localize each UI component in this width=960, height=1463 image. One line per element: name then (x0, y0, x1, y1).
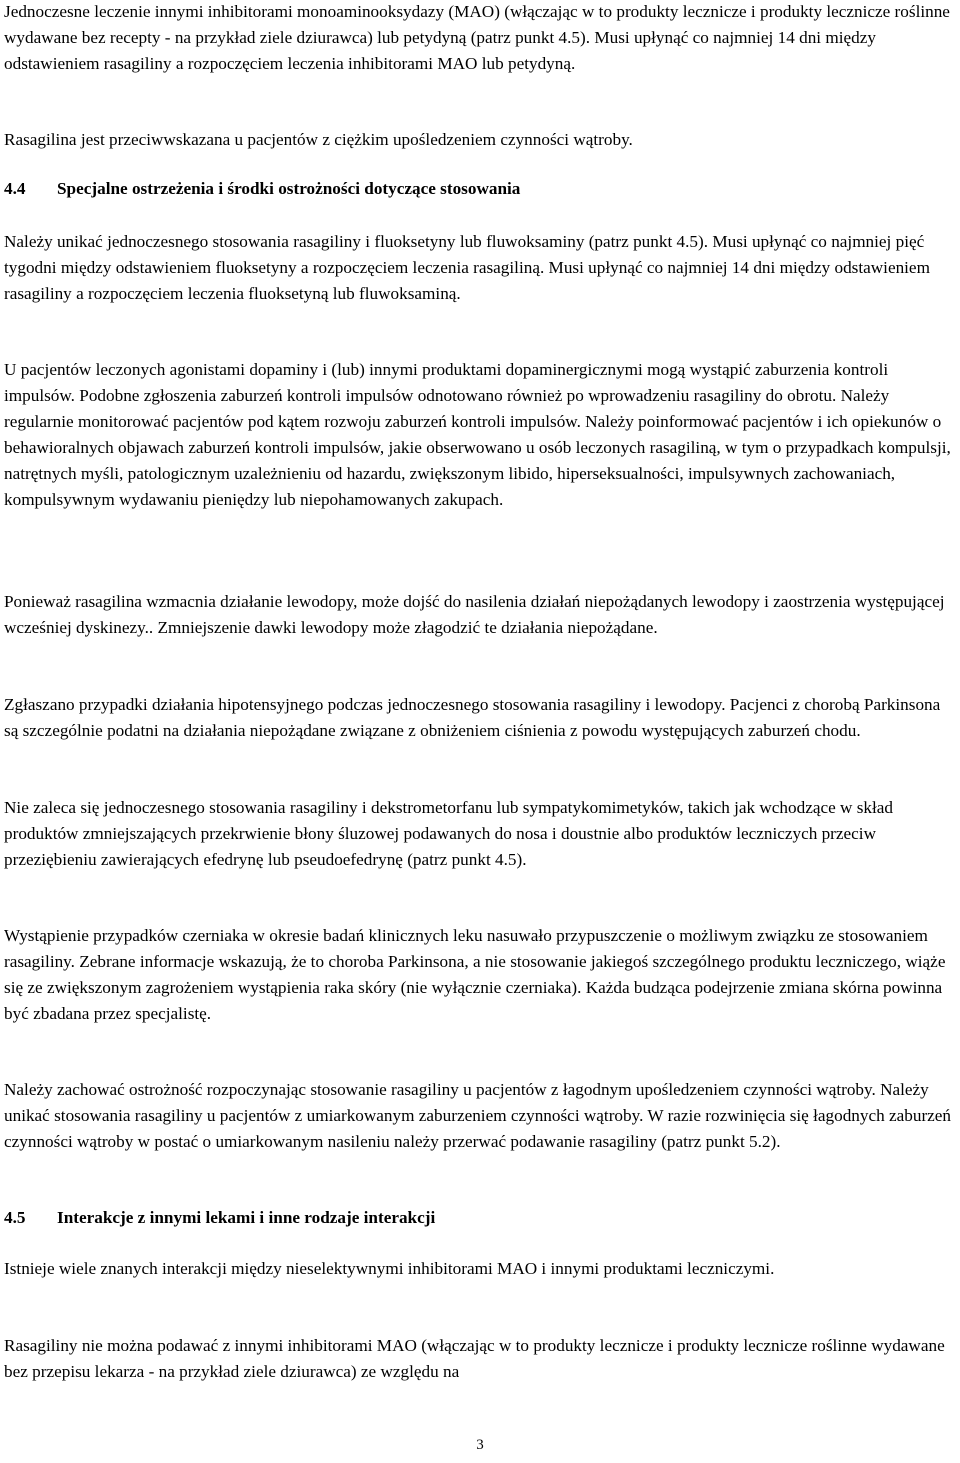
paragraph-hepatic-impairment: Należy zachować ostrożność rozpoczynając stosowanie rasagiliny u pacjentów z łagodnym upośledzeniem czynności wątroby. Należy unikać stosowania rasagiliny u pacjentów z umiarkowanym zaburzeniem czynności wątroby. W razie rozwinięcia się łagodnych zaburzeń czynności wątroby w postać o umiarkowanym nasileniu należy przerwać podawanie rasagiliny (patrz punkt 5.2). (4, 1080, 952, 1151)
paragraph-known-interactions: Istnieje wiele znanych interakcji między nieselektywnymi inhibitorami MAO i innymi produktami leczniczymi. (4, 1259, 775, 1278)
paragraph-levodopa: Ponieważ rasagilina wzmacnia działanie lewodopy, może dojść do nasilenia działań niepożądanych lewodopy i zaostrzenia występującej wcześniej dyskinezy.. Zmniejszenie dawki lewodopy może złagodzić te działania niepożądane. (4, 592, 945, 637)
paragraph-mao-coadministration: Rasagiliny nie można podawać z innymi inhibitorami MAO (włączając w to produkty lecznicze i produkty lecznicze roślinne wydawane bez przepisu lekarza - na przykład ziele dziurawca) ze względu na (4, 1336, 945, 1381)
section-number: 4.5 (4, 1208, 26, 1227)
paragraph-impulse-control: U pacjentów leczonych agonistami dopaminy i (lub) innymi produktami dopaminergicznymi mogą wystąpić zaburzenia kontroli impulsów. Podobne zgłoszenia zaburzeń kontroli impulsów odnotowano również po wprowadzeniu rasagiliny do obrotu. Należy regularnie monitorować pacjentów pod kątem rozwoju zaburzeń kontroli impulsów. Należy poinformować pacjentów i ich opiekunów o behawioralnych objawach zaburzeń kontroli impulsów, jakie obserwowano u osób leczonych rasagiliną, w tym o przypadkach kompulsji, natrętnych myśli, patologicznym uzależnieniu od hazardu, zwiększonym libido, hiperseksualności, impulsywnych zachowaniach, kompulsywnym wydawaniu pieniędzy lub niepohamowanych zakupach. (4, 360, 951, 509)
section-heading-4-4 (4, 176, 956, 202)
paragraph-hypotension: Zgłaszano przypadki działania hipotensyjnego podczas jednoczesnego stosowania rasagiliny i lewodopy. Pacjenci z chorobą Parkinsona są szczególnie podatni na działania niepożądane związane z obniżeniem ciśnienia z powodu występujących zaburzeń chodu. (4, 695, 941, 740)
page-number: 3 (476, 1437, 484, 1453)
paragraph-contraindication-liver: Rasagilina jest przeciwwskazana u pacjentów z ciężkim upośledzeniem czynności wątroby. (4, 130, 633, 149)
paragraph-melanoma: Wystąpienie przypadków czerniaka w okresie badań klinicznych leku nasuwało przypuszczenie o możliwym związku ze stosowaniem rasagiliny. Zebrane informacje wskazują, że to choroba Parkinsona, a nie stosowanie jakiegoś szczególnego produktu leczniczego, wiąże się ze zwiększonym zagrożeniem wystąpienia raka skóry (nie wyłącznie czerniaka). Każda budząca podejrzenie zmiana skórna powinna być zbadana przez specjalistę. (4, 926, 946, 1023)
section-number: 4.4 (4, 179, 26, 198)
section-heading-4-5 (4, 1205, 956, 1231)
section-title: Specjalne ostrzeżenia i środki ostrożności dotyczące stosowania (57, 179, 521, 198)
paragraph-fluoxetine-warning: Należy unikać jednoczesnego stosowania rasagiliny i fluoksetyny lub fluwoksaminy (patrz punkt 4.5). Musi upłynąć co najmniej pięć tygodni między odstawieniem fluoksetyny a rozpoczęciem leczenia rasagiliną. Musi upłynąć co najmniej 14 dni między odstawieniem rasagiliny a rozpoczęciem leczenia fluoksetyną lub fluwoksaminą. (4, 232, 930, 303)
paragraph-contraindication-mao: Jednoczesne leczenie innymi inhibitorami monoaminooksydazy (MAO) (włączając w to produkty lecznicze i produkty lecznicze roślinne wydawane bez recepty - na przykład ziele dziurawca) lub petydyną (patrz punkt 4.5). Musi upłynąć co najmniej 14 dni między odstawieniem rasagiliny a rozpoczęciem leczenia inhibitorami MAO lub petydyną. (4, 2, 950, 73)
section-title: Interakcje z innymi lekami i inne rodzaje interakcji (57, 1208, 436, 1227)
paragraph-dextromethorphan: Nie zaleca się jednoczesnego stosowania rasagiliny i dekstrometorfanu lub sympatykomimetyków, takich jak wchodzące w skład produktów zmniejszających przekrwienie błony śluzowej podawanych do nosa i doustnie albo produktów leczniczych przeciw przeziębieniu zawierających efedrynę lub pseudoefedrynę (patrz punkt 4.5). (4, 798, 894, 869)
